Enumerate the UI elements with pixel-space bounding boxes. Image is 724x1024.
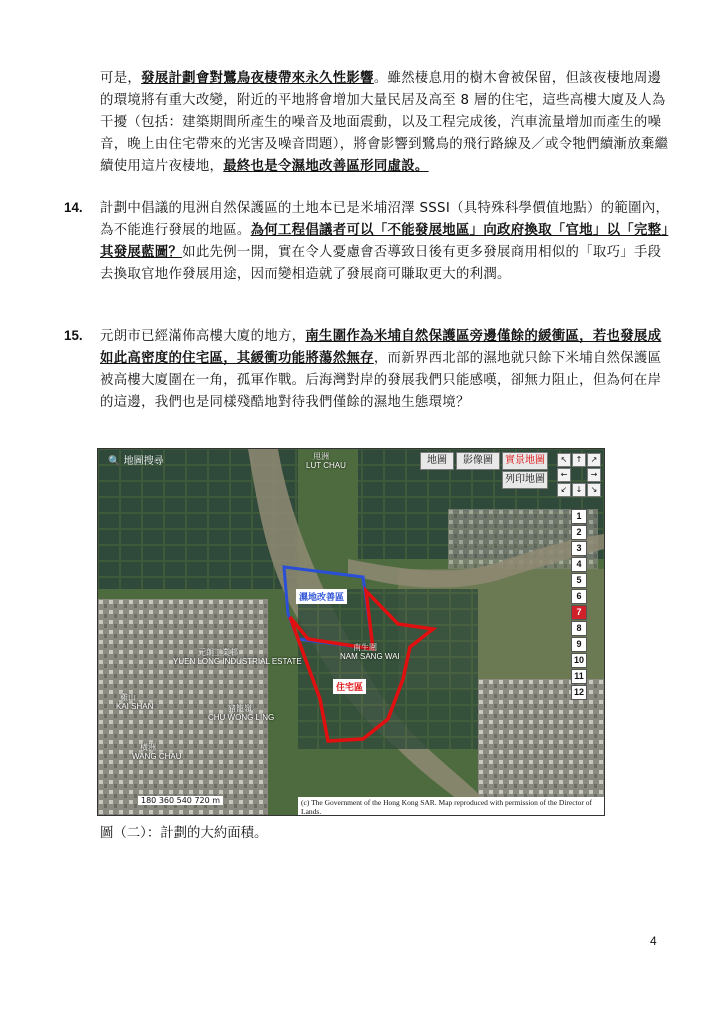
zoom-level-4[interactable]: 4 — [571, 557, 587, 572]
item-number: 14. — [64, 200, 83, 215]
zoom-level-1[interactable]: 1 — [571, 509, 587, 524]
street-view-button[interactable]: 實景地圖 — [502, 452, 548, 470]
emphasis-text: 南生圍作為米埔自然保護區旁邊僅餘的緩衝區，若也發展成如此高密度的住宅區，其緩衝功能將蕩然無存 — [100, 329, 662, 366]
pan-down-icon[interactable]: ↓ — [572, 483, 586, 497]
aerial-map — [97, 448, 605, 816]
page-number: 4 — [650, 934, 657, 948]
zoom-level-3[interactable]: 3 — [571, 541, 587, 556]
zoom-level-9[interactable]: 9 — [571, 637, 587, 652]
emphasis-text: 為何工程倡議者可以「不能發展地區」向政府換取「官地」以「完整」其發展藍圖？ — [100, 223, 669, 260]
zoom-level-6[interactable]: 6 — [571, 589, 587, 604]
map-view-button[interactable]: 地圖 — [420, 452, 454, 470]
pan-down-right-icon[interactable]: ↘ — [587, 483, 601, 497]
place-label: 甩洲 — [313, 452, 329, 461]
zoom-level-2[interactable]: 2 — [571, 525, 587, 540]
place-label: 元朗工業邨 — [198, 648, 238, 657]
scale-bar: 180 360 540 720 m — [138, 796, 223, 805]
place-label: KAI SHAN — [116, 702, 154, 711]
zoom-level-11[interactable]: 11 — [571, 669, 587, 684]
zoom-level-5[interactable]: 5 — [571, 573, 587, 588]
zoom-level-10[interactable]: 10 — [571, 653, 587, 668]
place-label: 豬籠嶺 — [228, 704, 252, 713]
imagery-view-button[interactable]: 影像圖 — [456, 452, 500, 470]
zoom-level-8[interactable]: 8 — [571, 621, 587, 636]
paragraph-15: 元朗市已經滿佈高樓大廈的地方，南生圍作為米埔自然保護區旁邊僅餘的緩衝區，若也發展成如此高密度的住宅區，其緩衝功能將蕩然無存，而新界西北部的濕地就只餘下米埔自然保護區被高樓大廈圍在一角，孤軍作戰。后海灣對岸的發展我們只能感嘆，卻無力阻止，但為何在岸的這邊，我們也是同樣殘酷地對待我們僅餘的濕地生態環境？ — [100, 329, 662, 410]
place-label: 橫洲 — [140, 743, 156, 752]
figure-caption: 圖（二）：計劃的大約面積。 — [100, 826, 268, 841]
residential-zone-label: 住宅區 — [333, 679, 366, 694]
place-label: 雞山 — [120, 693, 136, 702]
map-search-link[interactable]: 🔍 地圖搜尋 — [108, 456, 164, 467]
wetland-zone-label: 濕地改善區 — [296, 589, 347, 604]
pan-up-right-icon[interactable]: ↗ — [587, 453, 601, 467]
place-label: NAM SANG WAI — [340, 652, 400, 661]
paragraph-13: 可是，發展計劃會對鷺鳥夜棲帶來永久性影響。雖然棲息用的樹木會被保留，但該夜棲地周邊的環境將有重大改變，附近的平地將會增加大量民居及高至 8 層的住宅，這些高樓大廈及人為干擾（包括：建築期間所產生的噪音及地面震動，以及工程完成後，汽車流量增加而產生的噪音，晚上由住宅帶來的光害及噪音問題），將會影響到鷺鳥的飛行路線及／或令牠們續漸放棄繼續使用這片夜棲地，最終也是令濕地改善區形同虛設。 — [100, 71, 669, 174]
place-label: LUT CHAU — [306, 461, 346, 470]
place-label: YUEN LONG INDUSTRIAL ESTATE — [173, 657, 302, 666]
print-map-button[interactable]: 列印地圖 — [502, 471, 548, 489]
magnifier-icon: 🔍 — [108, 456, 121, 467]
place-label: WANG CHAU — [132, 752, 182, 761]
emphasis-text: 發展計劃會對鷺鳥夜棲帶來永久性影響 — [141, 71, 374, 86]
paragraph-14: 計劃中倡議的甩洲自然保護區的土地本已是米埔沼澤 SSSI（具特殊科學價值地點）的範圍內，為不能進行發展的地區。為何工程倡議者可以「不能發展地區」向政府換取「官地」以「完整」其發展藍圖？如此先例一開，實在令人憂慮會否導致日後有更多發展商用相似的「取巧」手段去換取官地作發展用途，因而變相造就了發展商可賺取更大的利潤。 — [100, 201, 670, 282]
copyright-notice: (c) The Government of the Hong Kong SAR. Map reproduced with permission of the Director of Lands. — [298, 797, 604, 816]
zoom-level-7[interactable]: 7 — [571, 605, 587, 620]
pan-up-left-icon[interactable]: ↖ — [557, 453, 571, 467]
zoom-level-12[interactable]: 12 — [571, 685, 587, 700]
pan-right-icon[interactable]: → — [587, 468, 601, 482]
emphasis-text: 最終也是令濕地改善區形同虛設。 — [223, 159, 429, 174]
pan-up-icon[interactable]: ↑ — [572, 453, 586, 467]
place-label: 南生圍 — [353, 643, 377, 652]
pan-down-left-icon[interactable]: ↙ — [557, 483, 571, 497]
place-label: CHU WONG LING — [208, 713, 275, 722]
item-number: 15. — [64, 328, 83, 343]
pan-left-icon[interactable]: ← — [557, 468, 571, 482]
